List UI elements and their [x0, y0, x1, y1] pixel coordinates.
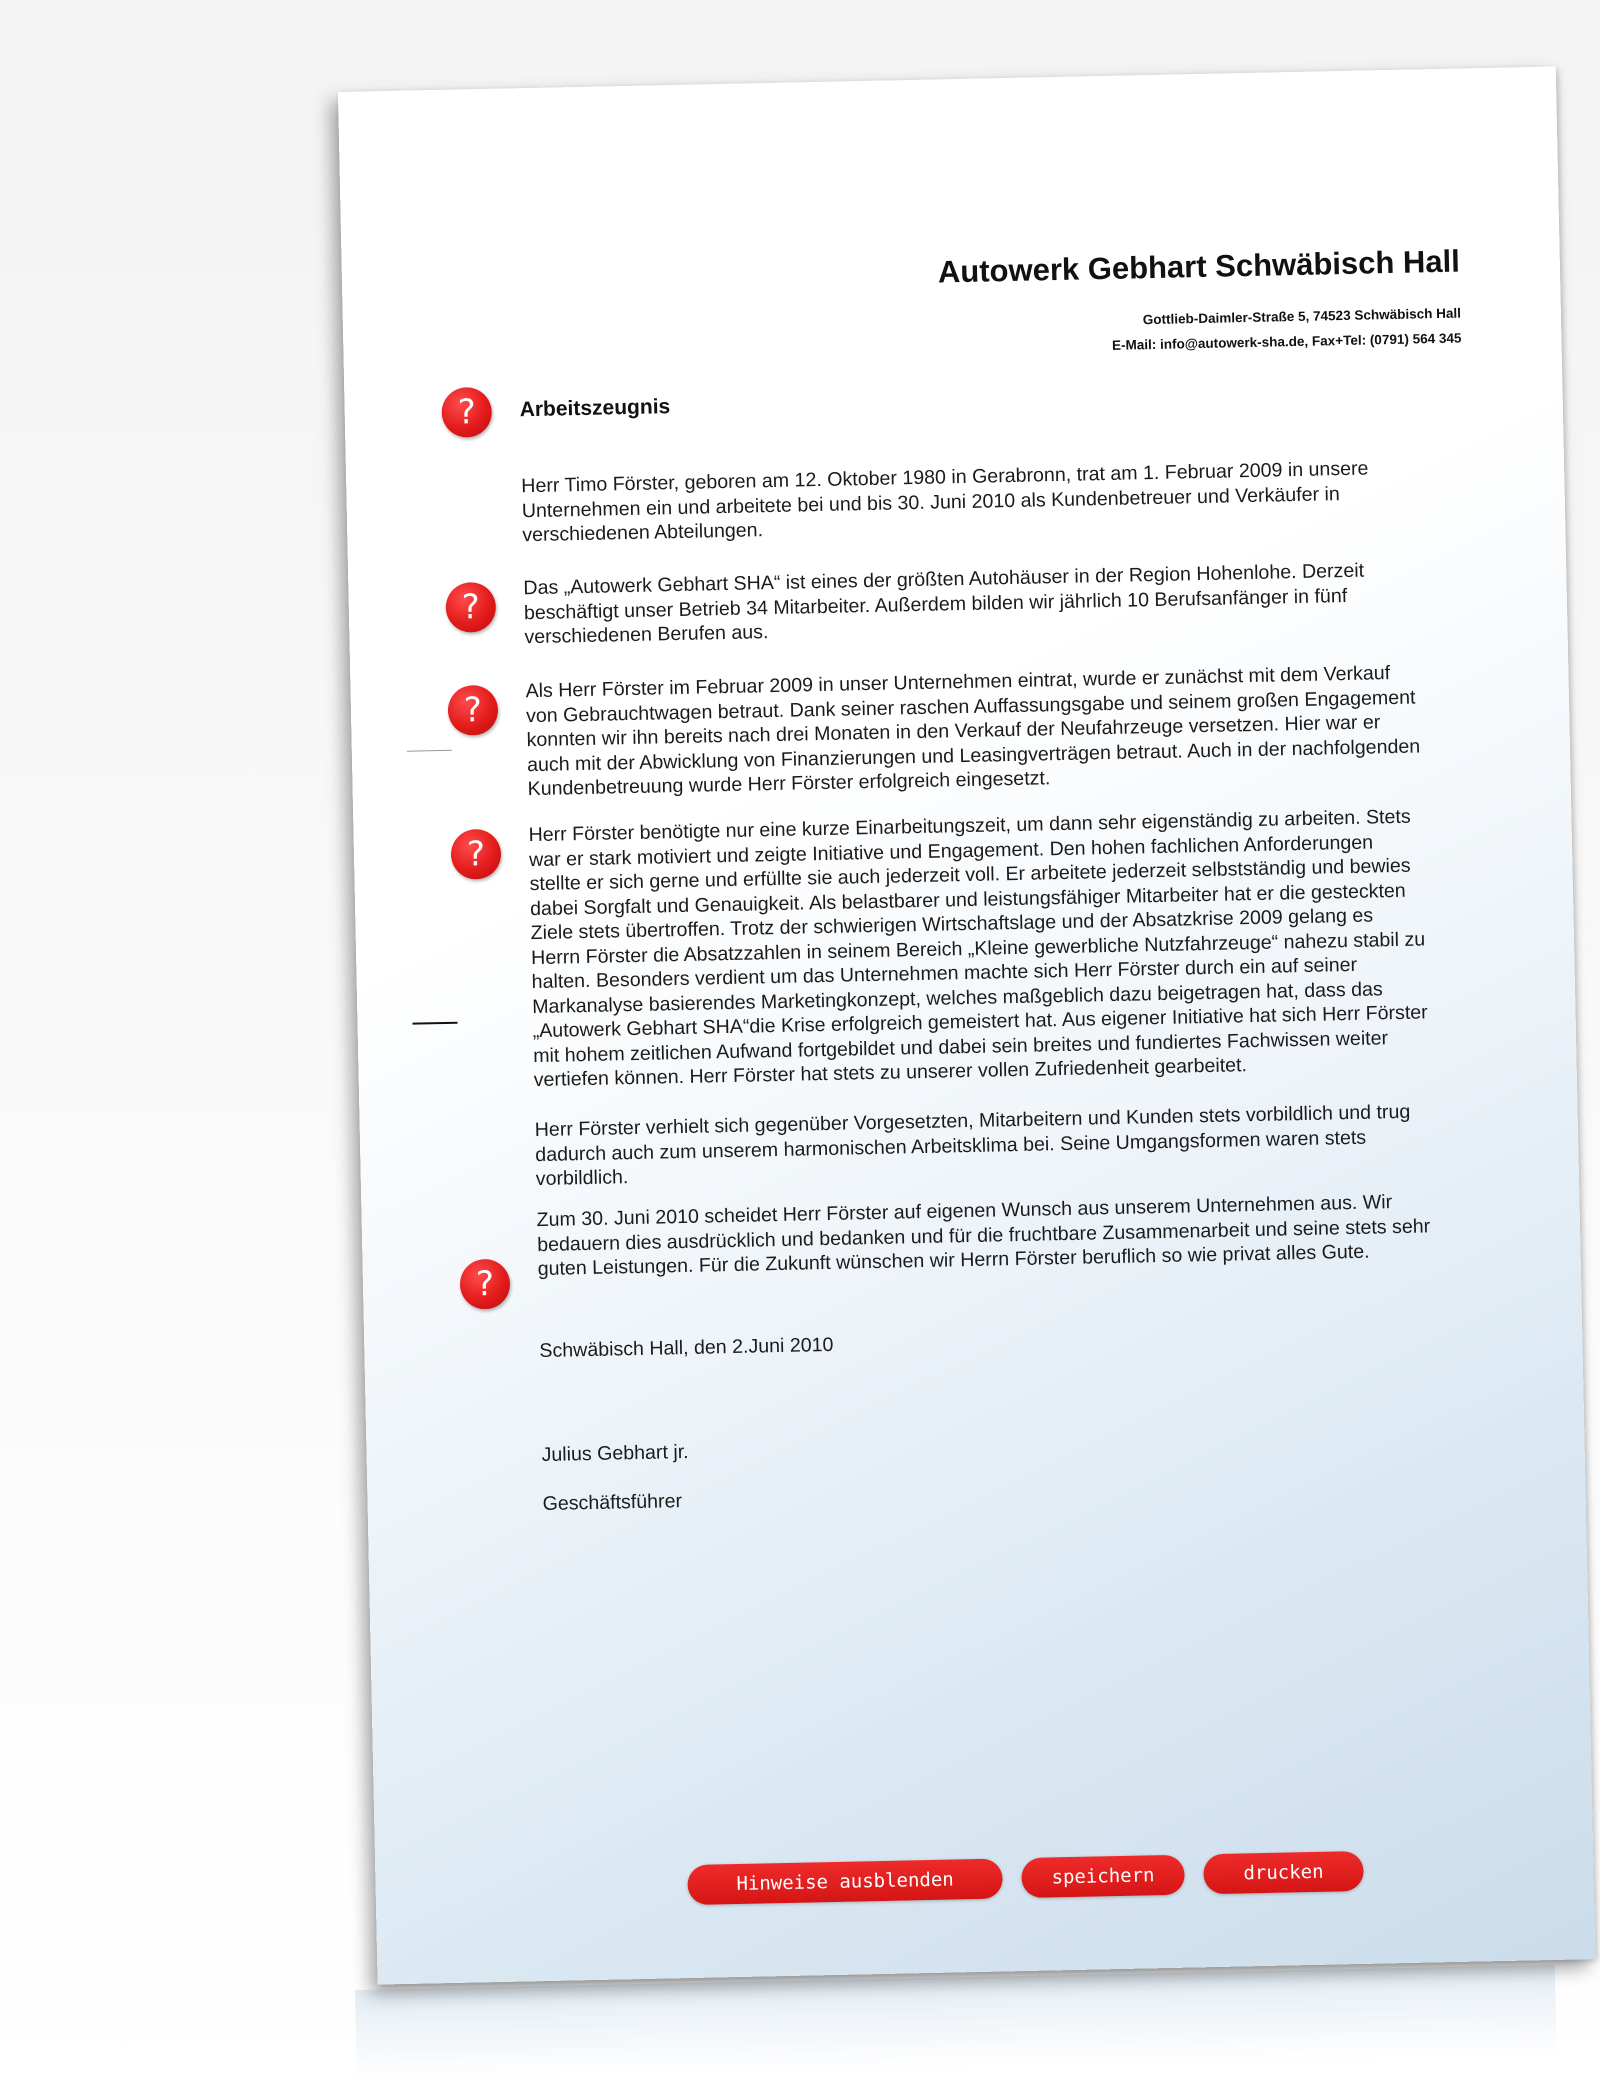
paragraph-performance: Herr Förster benötigte nur eine kurze Einarbeitungszeit, um dann sehr eigenständig zu arbeiten. Stets war er stark motiviert und zeigte Initiative und Engagement. Den hohen fachlichen Anforderungen stellte er sich gerne und erfüllte sie auch jederzeit voll. Er arbeitete jederzeit selbstständig und bewies dabei Sorgfalt und Genauigkeit. Als belastbarer und leistungsfähiger Mitarbeiter hat er die gesteckten Ziele stets übertroffen. Trotz der schwierigen Wirtschaftslage und der Absatzkrise 2009 gelang es Herrn Förster die Absatzzahlen in seinem Bereich „Kleine gewerbliche Nutzfahrzeuge“ nahezu stabil zu halten. Besonders verdient um das Unternehmen machte sich Herr Förster durch ein auf seiner Markanalyse basierendes Marketingkonzept, welches maßgeblich dazu beigetragen hat, dass das „Autowerk Gebhart SHA“die Krise erfolgreich gemeistert hat. Aus eigener Initiative hat sich Herr Förster mit hohem zeitlichen Aufwand fortgebildet und dabei sein breites und fundiertes Fachwissen weiter vertiefen können. Herr Förster hat stets zu unserer vollen Zufriedenheit gearbeitet. — [528, 805, 1428, 1092]
hide-hints-button[interactable]: Hinweise ausblenden — [687, 1858, 1003, 1905]
hint-question-icon[interactable]: ? — [445, 582, 496, 633]
paragraph-intro: Herr Timo Förster, geboren am 12. Oktober 1980 in Gerabronn, trat am 1. Februar 2009 in unsere Unternehmen ein und arbeitete bei und bis 30. Juni 2010 als Kundenbetreuer und Verkäufer in verschiedenen Abteilungen. — [521, 457, 1369, 547]
signer-role: Geschäftsführer — [542, 1489, 683, 1515]
hint-question-icon[interactable]: ? — [441, 387, 492, 438]
print-button[interactable]: drucken — [1203, 1851, 1364, 1894]
place-date: Schwäbisch Hall, den 2.Juni 2010 — [539, 1333, 834, 1363]
signer-name: Julius Gebhart jr. — [541, 1440, 689, 1466]
company-name: Autowerk Gebhart Schwäbisch Hall — [937, 243, 1461, 290]
margin-fold-mark — [407, 750, 452, 752]
company-letterhead — [1111, 301, 1461, 358]
paragraph-company: Das „Autowerk Gebhart SHA“ ist eines der größten Autohäuser in der Region Hohenlohe. Derzeit beschäftigt unser Betrieb 34 Mitarbeiter. Außerdem bilden wir jährlich 10 Berufsanfänger in fünf verschiedenen Berufen aus. — [523, 559, 1365, 649]
paragraph-career: Als Herr Förster im Februar 2009 in unser Unternehmen eintrat, wurde er zunächst mit dem Verkauf von Gebrauchtwagen betraut. Dank seiner raschen Auffassungsgabe und seinem großen Engagement konnten wir ihn bereits nach drei Monaten in den Verkauf der Neufahrzeuge versetzen. Hier war er auch mit der Abwicklung von Finanzierungen und Leasingverträgen betraut. Auch in der nachfolgenden Kundenbetreuung wurde Herr Förster erfolgreich eingesetzt. — [525, 662, 1421, 801]
company-contact: E-Mail: info@autowerk-sha.de, Fax+Tel: (0791) 564 345 — [1111, 330, 1462, 353]
save-button[interactable]: speichern — [1021, 1855, 1185, 1898]
page-reflection — [355, 1965, 1557, 2080]
company-address: Gottlieb-Daimler-Straße 5, 74523 Schwäbisch Hall — [1142, 305, 1462, 328]
hint-question-icon[interactable]: ? — [459, 1259, 510, 1310]
hint-question-icon[interactable]: ? — [447, 685, 498, 736]
margin-punch-mark — [413, 1022, 458, 1025]
paragraph-conduct: Herr Förster verhielt sich gegenüber Vorgesetzten, Mitarbeitern und Kunden stets vorbildlich und trug dadurch auch zum unserem harmonischen Arbeitsklima bei. Seine Umgangsformen waren stets vorbildlich. — [534, 1100, 1411, 1191]
hint-question-icon[interactable]: ? — [450, 829, 501, 880]
paragraph-closing: Zum 30. Juni 2010 scheidet Herr Förster auf eigenen Wunsch aus unserem Unternehmen aus. Wir bedauern dies ausdrücklich und bedanken und für die fruchtbare Zusammenarbeit und seine stets sehr guten Leistungen. Für die Zukunft wünschen wir Herrn Förster beruflich so wie privat alles Gute. — [536, 1191, 1431, 1281]
document-page — [338, 66, 1595, 1984]
document-title: Arbeitszeugnis — [519, 395, 671, 422]
signature-block — [541, 1399, 1463, 1541]
